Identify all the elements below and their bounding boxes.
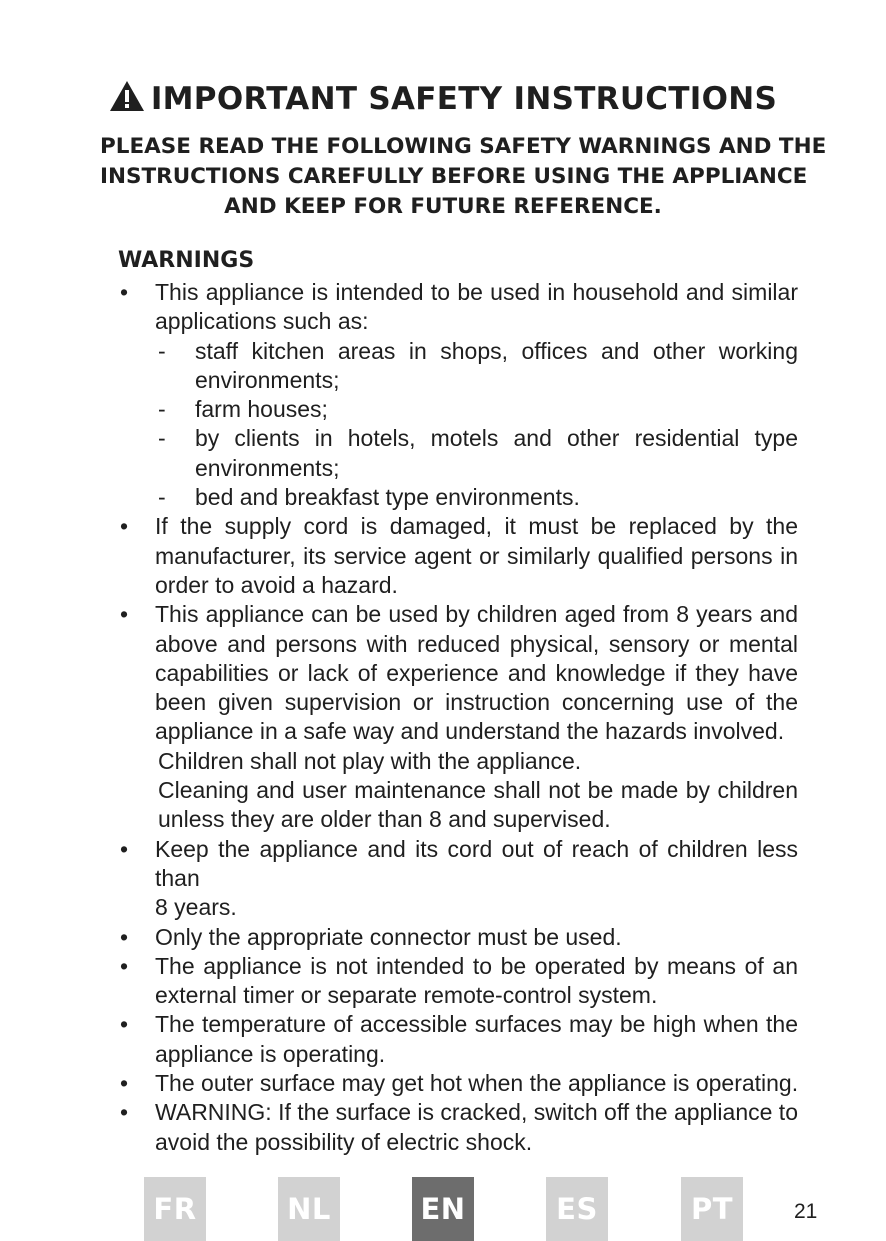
subtitle bbox=[100, 132, 827, 222]
subtitle-line: INSTRUCTIONS CAREFULLY BEFORE USING THE APPLIANCE bbox=[100, 164, 808, 189]
list-item bbox=[118, 1010, 798, 1069]
dash-icon: - bbox=[158, 337, 166, 364]
list-item bbox=[118, 1069, 798, 1098]
sub-list-item bbox=[155, 337, 798, 396]
page-title bbox=[0, 80, 886, 120]
bullet-icon: • bbox=[119, 835, 129, 862]
text-line: been given supervision or instruction concerning use of the bbox=[155, 689, 798, 716]
list-item bbox=[118, 952, 798, 1011]
text-line: environments; bbox=[195, 366, 340, 393]
text-line: capabilities or lack of experience and knowledge if they have bbox=[155, 659, 798, 686]
language-tab-pt[interactable]: PT bbox=[681, 1177, 743, 1241]
text-line: WARNING: If the surface is cracked, switch off the appliance to bbox=[155, 1099, 798, 1126]
text-line: 8 years. bbox=[155, 894, 237, 921]
text-line: staff kitchen areas in shops, offices and other working bbox=[195, 337, 798, 364]
bullet-icon: • bbox=[119, 1099, 129, 1126]
list-item bbox=[118, 512, 798, 600]
text-line: above and persons with reduced physical, sensory or mental bbox=[155, 630, 798, 657]
language-tab-en[interactable]: EN bbox=[412, 1177, 474, 1241]
text-line: Only the appropriate connector must be used. bbox=[155, 923, 622, 950]
text-line: applications such as: bbox=[155, 308, 369, 335]
text-line: by clients in hotels, motels and other residential type bbox=[195, 425, 798, 452]
text-line: Cleaning and user maintenance shall not be made by children bbox=[158, 777, 798, 804]
text-line: environments; bbox=[195, 454, 340, 481]
title-text: IMPORTANT SAFETY INSTRUCTIONS bbox=[150, 81, 778, 117]
text-line: This appliance is intended to be used in household and similar bbox=[155, 279, 798, 305]
text-line: Children shall not play with the appliance. bbox=[158, 747, 582, 774]
text-line: If the supply cord is damaged, it must be replaced by the bbox=[155, 513, 798, 540]
text-line: The appliance is not intended to be operated by means of an bbox=[155, 952, 798, 979]
text-line: external timer or separate remote-control system. bbox=[155, 982, 658, 1009]
subtitle-line: AND KEEP FOR FUTURE REFERENCE. bbox=[224, 194, 662, 219]
text-line: unless they are older than 8 and supervised. bbox=[158, 806, 611, 833]
bullet-icon: • bbox=[119, 513, 129, 540]
sub-list-item bbox=[155, 395, 798, 424]
subtitle-line: PLEASE READ THE FOLLOWING SAFETY WARNINGS AND THE bbox=[100, 134, 827, 159]
list-item bbox=[118, 923, 798, 952]
page-number: 21 bbox=[794, 1200, 818, 1223]
list-item bbox=[118, 835, 798, 923]
bullet-icon: • bbox=[119, 1070, 129, 1097]
text-line: The temperature of accessible surfaces may be high when the bbox=[155, 1011, 798, 1038]
bullet-icon: • bbox=[119, 952, 129, 979]
sub-list-item bbox=[155, 424, 798, 483]
list-item bbox=[118, 600, 798, 834]
language-tab-nl[interactable]: NL bbox=[278, 1177, 340, 1241]
dash-icon: - bbox=[158, 396, 166, 423]
text-line: manufacturer, its service agent or similarly qualified persons in bbox=[155, 542, 798, 569]
bullet-icon: • bbox=[119, 1011, 129, 1038]
bullet-icon: • bbox=[119, 923, 129, 950]
bullet-icon: • bbox=[119, 279, 129, 305]
text-line: bed and breakfast type environments. bbox=[195, 484, 580, 511]
sub-list-item bbox=[155, 483, 798, 512]
list-item bbox=[118, 278, 798, 512]
text-line: farm houses; bbox=[195, 396, 328, 423]
text-line: order to avoid a hazard. bbox=[155, 571, 398, 598]
language-tabs bbox=[0, 1177, 886, 1241]
bullet-icon: • bbox=[119, 601, 129, 628]
list-item bbox=[118, 1098, 798, 1157]
language-tab-fr[interactable]: FR bbox=[144, 1177, 206, 1241]
text-line: The outer surface may get hot when the appliance is operating. bbox=[155, 1070, 799, 1097]
dash-icon: - bbox=[158, 425, 166, 452]
dash-icon: - bbox=[158, 484, 166, 511]
text-line: appliance is operating. bbox=[155, 1040, 386, 1067]
language-tab-es[interactable]: ES bbox=[546, 1177, 608, 1241]
text-line: This appliance can be used by children aged from 8 years and bbox=[155, 601, 798, 628]
text-line: appliance in a safe way and understand the hazards involved. bbox=[155, 718, 785, 745]
warnings-list bbox=[118, 278, 798, 1157]
text-line: avoid the possibility of electric shock. bbox=[155, 1128, 533, 1155]
warnings-heading: WARNINGS bbox=[118, 248, 255, 273]
warning-triangle-icon bbox=[109, 80, 145, 120]
text-line: Keep the appliance and its cord out of reach of children less than bbox=[155, 835, 798, 891]
